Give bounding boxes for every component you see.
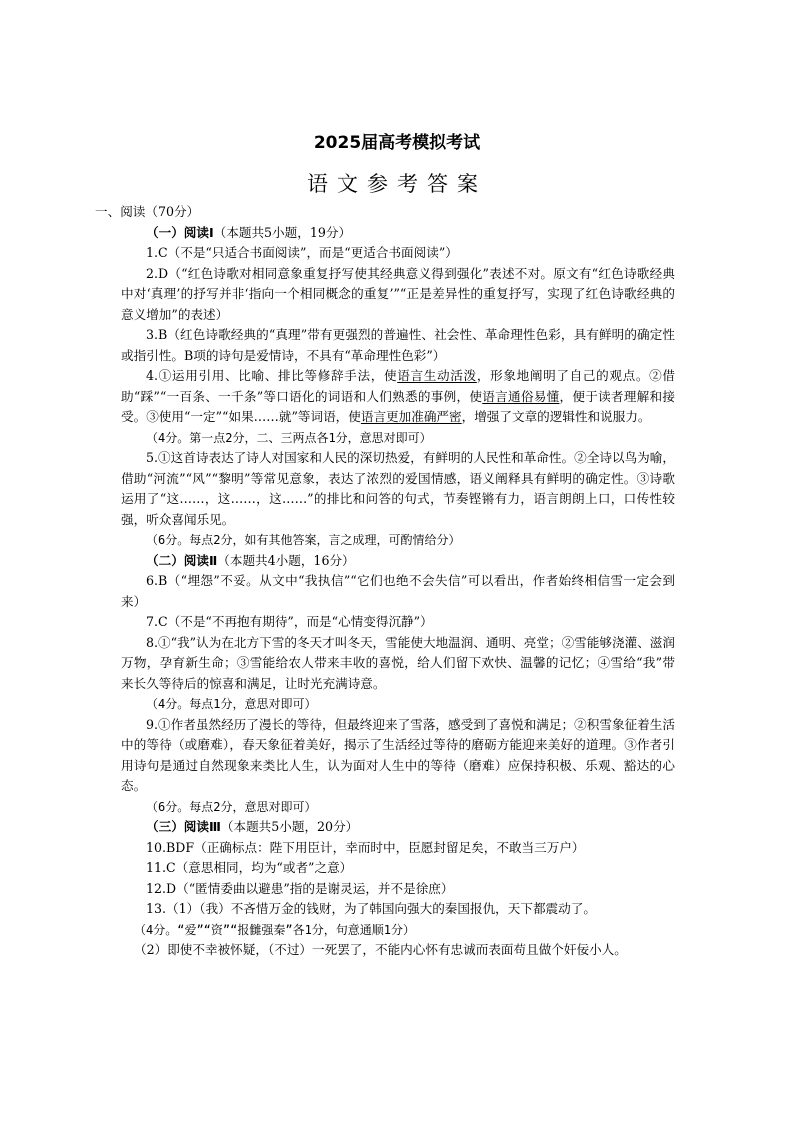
answer-q12: 12.D（“匿情委曲以避患”指的是谢灵运，并不是徐庶）: [146, 880, 454, 896]
answer-q3: 3.B（红色诗歌经典的“真理”带有更强烈的普遍性、社会性、革命理性色彩，具有鲜明的确定性或指引性。B项的诗句是爱情诗，不具有“革命理性色彩”）: [121, 327, 675, 363]
scoring-note-q4: （4分。第一点2分，二、三两点各1分，意思对即可）: [146, 430, 432, 445]
section-heading-reading: 一、阅读（70分）: [95, 204, 200, 219]
answer-key-subtitle: 语文参考答案: [307, 172, 487, 196]
answer-q4-underline-1: 语言生动活泼: [397, 368, 477, 383]
reading-2-info: （本题共4小题，16分）: [217, 552, 355, 568]
answer-q4-underline-3: 语言更加准确严密: [360, 409, 462, 424]
scoring-note-q13: （4分。“爱”“资”“报雠强秦”各1分，句意通顺1分）: [134, 922, 416, 937]
scoring-note-q9: （6分。每点2分，意思对即可）: [146, 799, 317, 814]
scoring-note-q5: （6分。每点2分，如有其他答案，言之成理，可酌情给分）: [146, 533, 461, 547]
answer-q7: 7.C（不是“不再抱有期待”，而是“心情变得沉静”）: [146, 614, 433, 629]
answer-q5: 5.①这首诗表达了诗人对国家和人民的深切热爱，有鲜明的人民性和革命性。②全诗以鸟为喻，借助“河流”“风”“黎明”等常见意象，表达了浓烈的爱国情感，语义阐释具有鲜明的确定性。③诗歌运用了“这……，这……，这……”的排比和问答的句式，节奏铿锵有力，语言朗朗上口，口传性较强，听众喜闻乐见。: [121, 450, 675, 527]
answer-q4-part-c: ，便于读者理解和接受。③使用“一定”“如果……就”等词语，使: [121, 388, 676, 424]
reading-1-label: （一）阅读Ⅰ: [146, 224, 214, 240]
answer-q4: [121, 366, 675, 428]
reading-3-label: （三）阅读Ⅲ: [146, 819, 221, 834]
answer-q2: 2.D（“红色诗歌对相同意象重复抒写使其经典意义得到强化”表述不对。原文有“红色诗歌经典中对‘真理’的抒写并非‘指向一个相同概念的重复’”“正是差异性的重复抒写，实现了红色诗歌经典的意义增加”的表述）: [121, 265, 675, 322]
answer-q8: 8.①“我”认为在北方下雪的冬天才叫冬天，雪能使大地温润、通明、亮堂；②雪能够浇灌、滋润万物，孕育新生命；③雪能给农人带来丰收的喜悦，给人们留下欢快、温馨的记忆；④雪给“我”带来长久等待后的惊喜和满足，让时光充满诗意。: [121, 634, 675, 691]
reading-2-label: （二）阅读Ⅱ: [146, 552, 218, 568]
answer-content: [95, 202, 676, 961]
answer-q4-part-b: ，形象地阐明了自己的观点。②借助“踩”“一百条、一千条”等口语化的词语和人们熟悉的事例，使: [121, 368, 676, 404]
answer-q9: 9.①作者虽然经历了漫长的等待，但最终迎来了雪落，感受到了喜悦和满足；②积雪象征着生活中的等待（或磨难），春天象征着美好，揭示了生活经过等待的磨砺方能迎来美好的道理。③作者引用诗句是通过自然现象来类比人生，认为面对人生中的等待（磨难）应保持积极、乐观、豁达的心态。: [121, 716, 675, 793]
reading-2-heading: [121, 551, 675, 572]
answer-q4-part-d: ，增强了文章的逻辑性和说服力。: [461, 409, 651, 424]
reading-3-info: （本题共5小题，20分）: [220, 819, 359, 834]
reading-3-heading: [121, 817, 675, 838]
answer-q6: 6.B（“埋怨”不妥。从文中“我执信”“它们也绝不会失信”可以看出，作者始终相信雪一定会到来）: [121, 573, 675, 609]
answer-q4-underline-2: 语言通俗易懂: [482, 388, 560, 404]
reading-1-heading: [121, 223, 675, 244]
answer-q4-part-a: 4.①运用引用、比喻、排比等修辞手法，使: [146, 368, 398, 383]
scoring-note-q8: （4分。每点1分，意思对即可）: [146, 697, 317, 711]
answer-q13-part-1: 13.（1）（我）不吝惜万金的钱财，为了韩国向强大的秦国报仇，天下都震动了。: [146, 901, 596, 916]
answer-q11: 11.C（意思相同，均为“或者”之意）: [146, 860, 353, 875]
answer-q10: 10.BDF（正确标点：陛下用臣计，幸而时中，臣愿封留足矣，不敢当三万户）: [146, 839, 585, 855]
exam-title: 2025届高考模拟考试: [313, 133, 481, 153]
reading-1-info: （本题共5小题，19分）: [213, 224, 352, 240]
answer-q1: 1.C（不是“只适合书面阅读”，而是“更适合书面阅读”）: [146, 245, 458, 260]
answer-q13-part-2: （2）即使不幸被怀疑，（不过）一死罢了，不能内心怀有忠诚而表面苟且做个奸佞小人。: [134, 942, 627, 957]
